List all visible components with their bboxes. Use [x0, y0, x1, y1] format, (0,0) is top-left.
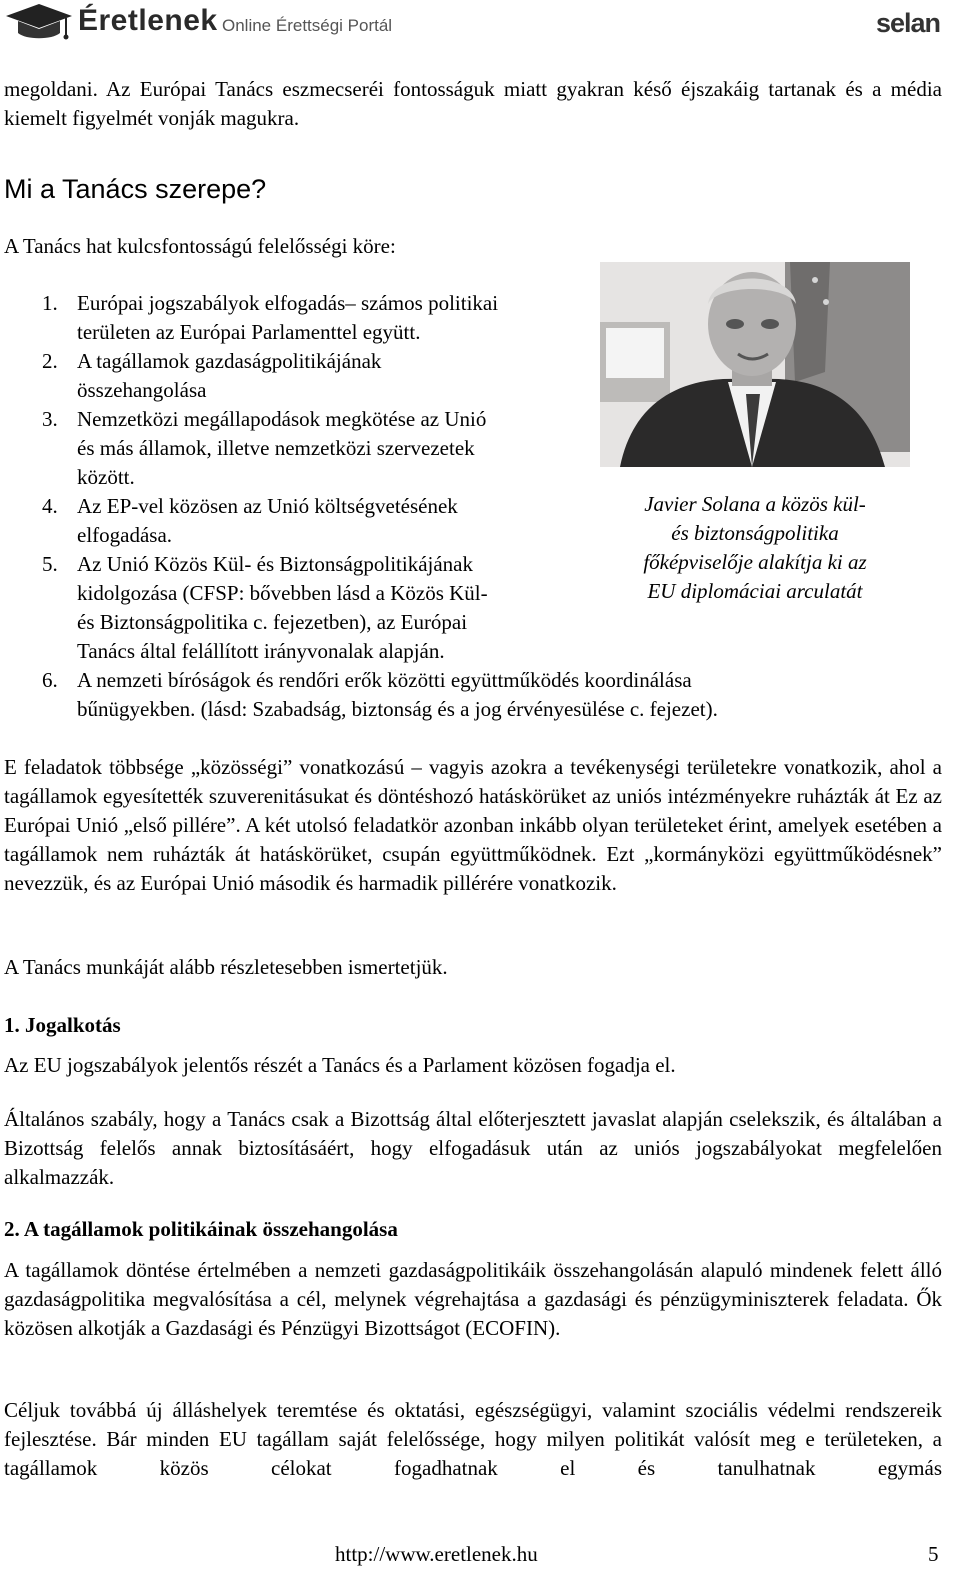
- list-item-number: 4.: [42, 494, 58, 518]
- community-paragraph: E feladatok többsége „közösségi” vonatkozású – vagyis azokra a tevékenységi területekre vonatkozik, ahol a tagállamok egyesítették szuverenitásukat és döntéshozó hatáskörüket az uniós intézményekre ruházták át Ez az Európai Unió „első pillére”. A két utolsó feladatkör azonban inkább olyan területeket érint, amelyek esetében a tagállamok nem ruházták át hatáskörüket, csupán együttműködnek. Ezt „kormányközi együttműködésnek” nevezzük, és az Európai Unió második és harmadik pillérére vonatkozik.: [4, 755, 942, 895]
- list-item-number: 2.: [42, 349, 58, 373]
- list-item: 4. Az EP-vel közösen az Unió költségvetésének elfogadása.: [42, 494, 458, 547]
- section-paragraph: A tagállamok döntése értelmében a nemzeti gazdaságpolitikáik összehangolásán alapuló mindenek felett álló gazdaságpolitika megvalósítása a cél, melynek végrehajtása a gazdasági és pénzügyminiszterek feladata. Ők közösen alkotják a Gazdasági és Pénzügyi Bizottságot (ECOFIN).: [4, 1258, 942, 1340]
- list-item-number: 6.: [42, 668, 58, 692]
- header: [0, 0, 960, 50]
- list-item: 2. A tagállamok gazdaságpolitikájának összehangolása: [42, 349, 382, 402]
- section-paragraph: Céljuk továbbá új álláshelyek teremtése és oktatási, egészségügyi, valamint szociális védelmi rendszereik fejlesztése. Bár minden EU tagállam saját felelőssége, hogy milyen politikát valósít meg e területeken, a tagállamok közös célokat fogadhatnak el és tanulhatnak egymás: [4, 1398, 942, 1480]
- list-item: 6. A nemzeti bíróságok és rendőri erők közötti együttműködés koordinálása bűnügyekben. (lásd: Szabadság, biztonság és a jog érvényesülése c. fejezet).: [42, 668, 718, 721]
- section-paragraph: Általános szabály, hogy a Tanács csak a Bizottság által előterjesztett javaslat alapján cselekszik, és általában a Bizottság felelős annak biztosításáért, hogy elfogadásuk után az uniós jogszabályokat megfelelően alkalmazzák.: [4, 1107, 942, 1189]
- photo-caption: Javier Solana a közös kül- és biztonságpolitika főképviselője alakítja ki az EU diplomáciai arculatát: [643, 492, 867, 603]
- section-heading: 1. Jogalkotás: [4, 1013, 121, 1037]
- list-item-number: 1.: [42, 291, 58, 315]
- section-heading: 2. A tagállamok politikáinak összehangolása: [4, 1217, 398, 1241]
- brand-tagline: Online Érettségi Portál: [222, 16, 393, 35]
- graduation-cap-icon: [4, 2, 74, 44]
- portrait-photo-icon: [600, 262, 910, 467]
- section-paragraph: Az EU jogszabályok jelentős részét a Tanács és a Parlament közösen fogadja el.: [4, 1053, 676, 1077]
- footer-url-link[interactable]: http://www.eretlenek.hu: [335, 1542, 538, 1566]
- list-item: 1. Európai jogszabályok elfogadás– számos politikai területen az Európai Parlamenttel együtt.: [42, 291, 499, 344]
- list-intro: A Tanács hat kulcsfontosságú felelősségi köre:: [4, 234, 396, 258]
- list-item: 3. Nemzetközi megállapodások megkötése az Unió és más államok, illetve nemzetközi szervezetek között.: [42, 407, 487, 489]
- page-number: 5: [928, 1542, 939, 1566]
- list-item-number: 3.: [42, 407, 58, 431]
- section-question-heading: Mi a Tanács szerepe?: [4, 174, 267, 204]
- portrait-photo: [600, 262, 910, 467]
- detail-paragraph: A Tanács munkáját alább részletesebben ismertetjük.: [4, 955, 448, 979]
- intro-paragraph: megoldani. Az Európai Tanács eszmecseréi fontosságuk miatt gyakran késő éjszakáig tartanak és a média kiemelt figyelmét vonják magukra.: [4, 77, 942, 130]
- list-item-number: 5.: [42, 552, 58, 576]
- brand-name: Éretlenek: [78, 4, 218, 37]
- partner-logo: selan: [876, 8, 941, 38]
- list-item: 5. Az Unió Közös Kül- és Biztonságpolitikájának kidolgozása (CFSP: bővebben lásd a Közös Kül- és Biztonságpolitika c. fejezetben), az Európai Tanács által felállított irányvonalak alapján.: [42, 552, 488, 663]
